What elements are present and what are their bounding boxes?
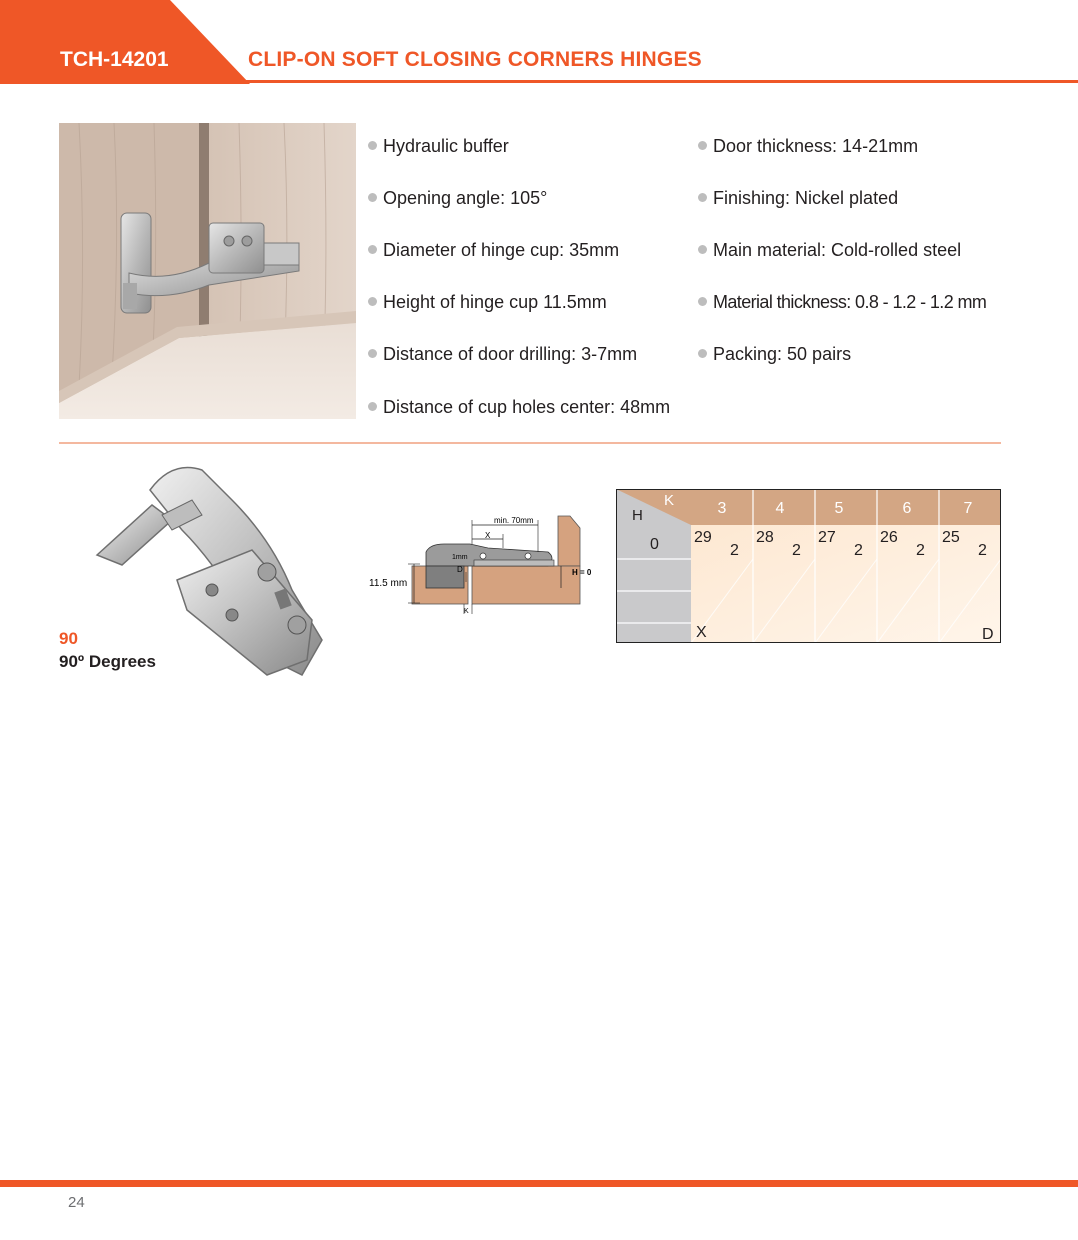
page-title: CLIP-ON SOFT CLOSING CORNERS HINGES: [248, 48, 702, 71]
table-k-value: 7: [963, 500, 973, 517]
table-corner-h: H: [632, 507, 643, 524]
bullet-icon: [698, 297, 707, 306]
diagram-1mm-label: 1mm: [452, 554, 468, 561]
overlay-table: [616, 489, 1001, 643]
bullet-icon: [368, 297, 377, 306]
bullet-icon: [698, 245, 707, 254]
section-divider: [59, 442, 1001, 444]
table-h-value: 0: [650, 536, 659, 553]
spec-hydraulic-buffer: Hydraulic buffer: [368, 136, 509, 157]
footer-rule: [0, 1180, 1078, 1187]
variant-number: 90: [59, 629, 78, 648]
spec-cup-diameter: Diameter of hinge cup: 35mm: [368, 240, 619, 261]
table-corner-k: K: [664, 492, 675, 509]
bullet-icon: [698, 193, 707, 202]
table-x-value: 26: [880, 529, 898, 546]
bullet-icon: [368, 349, 377, 358]
spec-main-material: Main material: Cold-rolled steel: [698, 240, 961, 261]
installation-diagram: [368, 508, 603, 618]
bullet-icon: [368, 193, 377, 202]
bullet-icon: [368, 402, 377, 411]
table-d-value: 2: [792, 542, 801, 559]
table-k-value: 5: [834, 500, 844, 517]
bullet-icon: [368, 141, 377, 150]
spec-cup-height: Height of hinge cup 11.5mm: [368, 292, 607, 313]
table-x-legend: X: [696, 624, 707, 641]
table-k-value: 3: [717, 500, 727, 517]
table-x-value: 29: [694, 529, 712, 546]
table-d-value: 2: [854, 542, 863, 559]
diagram-min-label: min. 70mm: [494, 516, 534, 525]
table-d-value: 2: [730, 542, 739, 559]
table-k-value: 6: [902, 500, 912, 517]
diagram-h-label: H = 0: [572, 568, 592, 577]
spec-packing: Packing: 50 pairs: [698, 344, 851, 365]
bullet-icon: [368, 245, 377, 254]
product-code: TCH-14201: [60, 48, 169, 71]
spec-door-drilling: Distance of door drilling: 3-7mm: [368, 344, 637, 365]
table-k-value: 4: [775, 500, 785, 517]
table-d-value: 2: [916, 542, 925, 559]
bullet-icon: [698, 141, 707, 150]
diagram-d-label: D: [457, 565, 463, 574]
header-rule: [0, 80, 1078, 83]
table-d-value: 2: [978, 542, 987, 559]
diagram-k-label: K: [464, 608, 469, 615]
spec-material-thickness: Material thickness: 0.8 - 1.2 - 1.2 mm: [698, 292, 986, 313]
variant-label: 90º Degrees: [59, 652, 156, 671]
spec-finishing: Finishing: Nickel plated: [698, 188, 898, 209]
bullet-icon: [698, 349, 707, 358]
page-number: 24: [68, 1194, 85, 1211]
spec-opening-angle: Opening angle: 105°: [368, 188, 547, 209]
table-x-value: 25: [942, 529, 960, 546]
table-x-value: 28: [756, 529, 774, 546]
spec-door-thickness: Door thickness: 14-21mm: [698, 136, 918, 157]
table-x-value: 27: [818, 529, 836, 546]
table-d-legend: D: [982, 626, 994, 643]
spec-cup-holes: Distance of cup holes center: 48mm: [368, 397, 670, 418]
diagram-x-label: X: [485, 531, 491, 540]
diagram-height-label: 11.5 mm: [369, 578, 408, 589]
hinge-installed-photo: [59, 123, 356, 419]
